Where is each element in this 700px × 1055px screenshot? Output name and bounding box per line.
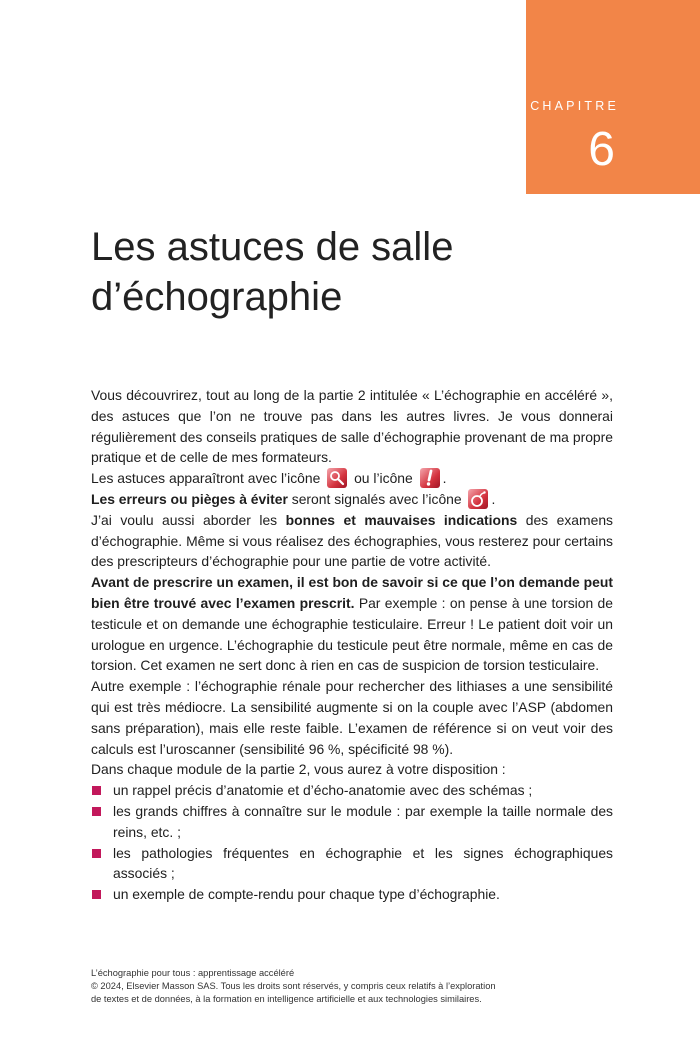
chapter-box	[526, 0, 700, 194]
list-item: un exemple de compte-rendu pour chaque type d’échographie.	[91, 884, 613, 905]
page-title: Les astuces de salle d’échographie	[91, 225, 454, 319]
bullet-list	[91, 780, 613, 905]
magnifier-icon	[327, 468, 347, 488]
chapter-label: CHAPITRE	[530, 99, 619, 113]
prescribe-paragraph: Avant de prescrire un examen, il est bon de savoir si ce que l’on demande peut bien être trouvé avec l’examen prescrit. Par exemple : on pense à une torsion de testicule et on demande une échographie testiculaire. Erreur ! Le patient doit voir un urologue en urgence. L’échographie du testicule peut être normale, même en cas de torsion. Cet examen ne sert donc à rien en cas de suspicion de torsion testiculaire.	[91, 574, 613, 674]
bullet-square-icon	[92, 786, 101, 795]
footer-copyright: © 2024, Elsevier Masson SAS. Tous les droits sont réservés, y compris ceux relatifs à l’exploration	[91, 981, 496, 991]
errors-line: Les erreurs ou pièges à éviter seront signalés avec l’icône .	[91, 490, 496, 507]
list-item: les pathologies fréquentes en échographie et les signes échographiques associés ;	[91, 843, 613, 885]
tips-line: Les astuces apparaîtront avec l’icône ou l’icône .	[91, 470, 447, 487]
bullet-square-icon	[92, 890, 101, 899]
list-item: les grands chiffres à connaître sur le module : par exemple la taille normale des reins, etc. ;	[91, 801, 613, 843]
indications-paragraph: J’ai voulu aussi aborder les bonnes et mauvaises indications des examens d’échographie. Même si vous réalisez des échographies, vous resterez pour certains des prescripteurs d’échographie pour une partie de votre activité.	[91, 511, 613, 570]
bullet-square-icon	[92, 807, 101, 816]
bomb-icon	[468, 489, 488, 509]
footer	[91, 967, 651, 1006]
other-example-paragraph: Autre exemple : l’échographie rénale pour rechercher des lithiases a une sensibilité qui est très médiocre. La sensibilité augmente si on la couple avec l’ASP (abdomen sans préparation), mais elle reste faible. L’examen de référence si on veut voir des calculs est l’uroscanner (sensibilité 96 %, spécificité 98 %).	[91, 678, 613, 757]
chapter-number: 6	[588, 123, 615, 176]
footer-rights: de textes et de données, à la formation en intelligence artificielle et aux technologies similaires.	[91, 994, 482, 1004]
list-item: un rappel précis d’anatomie et d’écho-anatomie avec des schémas ;	[91, 780, 613, 801]
footer-book-title: L’échographie pour tous : apprentissage accéléré	[91, 968, 295, 978]
body-text	[91, 385, 613, 905]
bullet-square-icon	[92, 849, 101, 858]
module-intro: Dans chaque module de la partie 2, vous aurez à votre disposition :	[91, 761, 506, 778]
intro-paragraph: Vous découvrirez, tout au long de la partie 2 intitulée « L’échographie en accéléré », des astuces que l’on ne trouve pas dans les autres livres. Je vous donnerai régulièrement des conseils pratiques de salle d’échographie provenant de ma propre pratique et de celle de mes formateurs.	[91, 387, 613, 466]
exclamation-icon	[420, 468, 440, 488]
